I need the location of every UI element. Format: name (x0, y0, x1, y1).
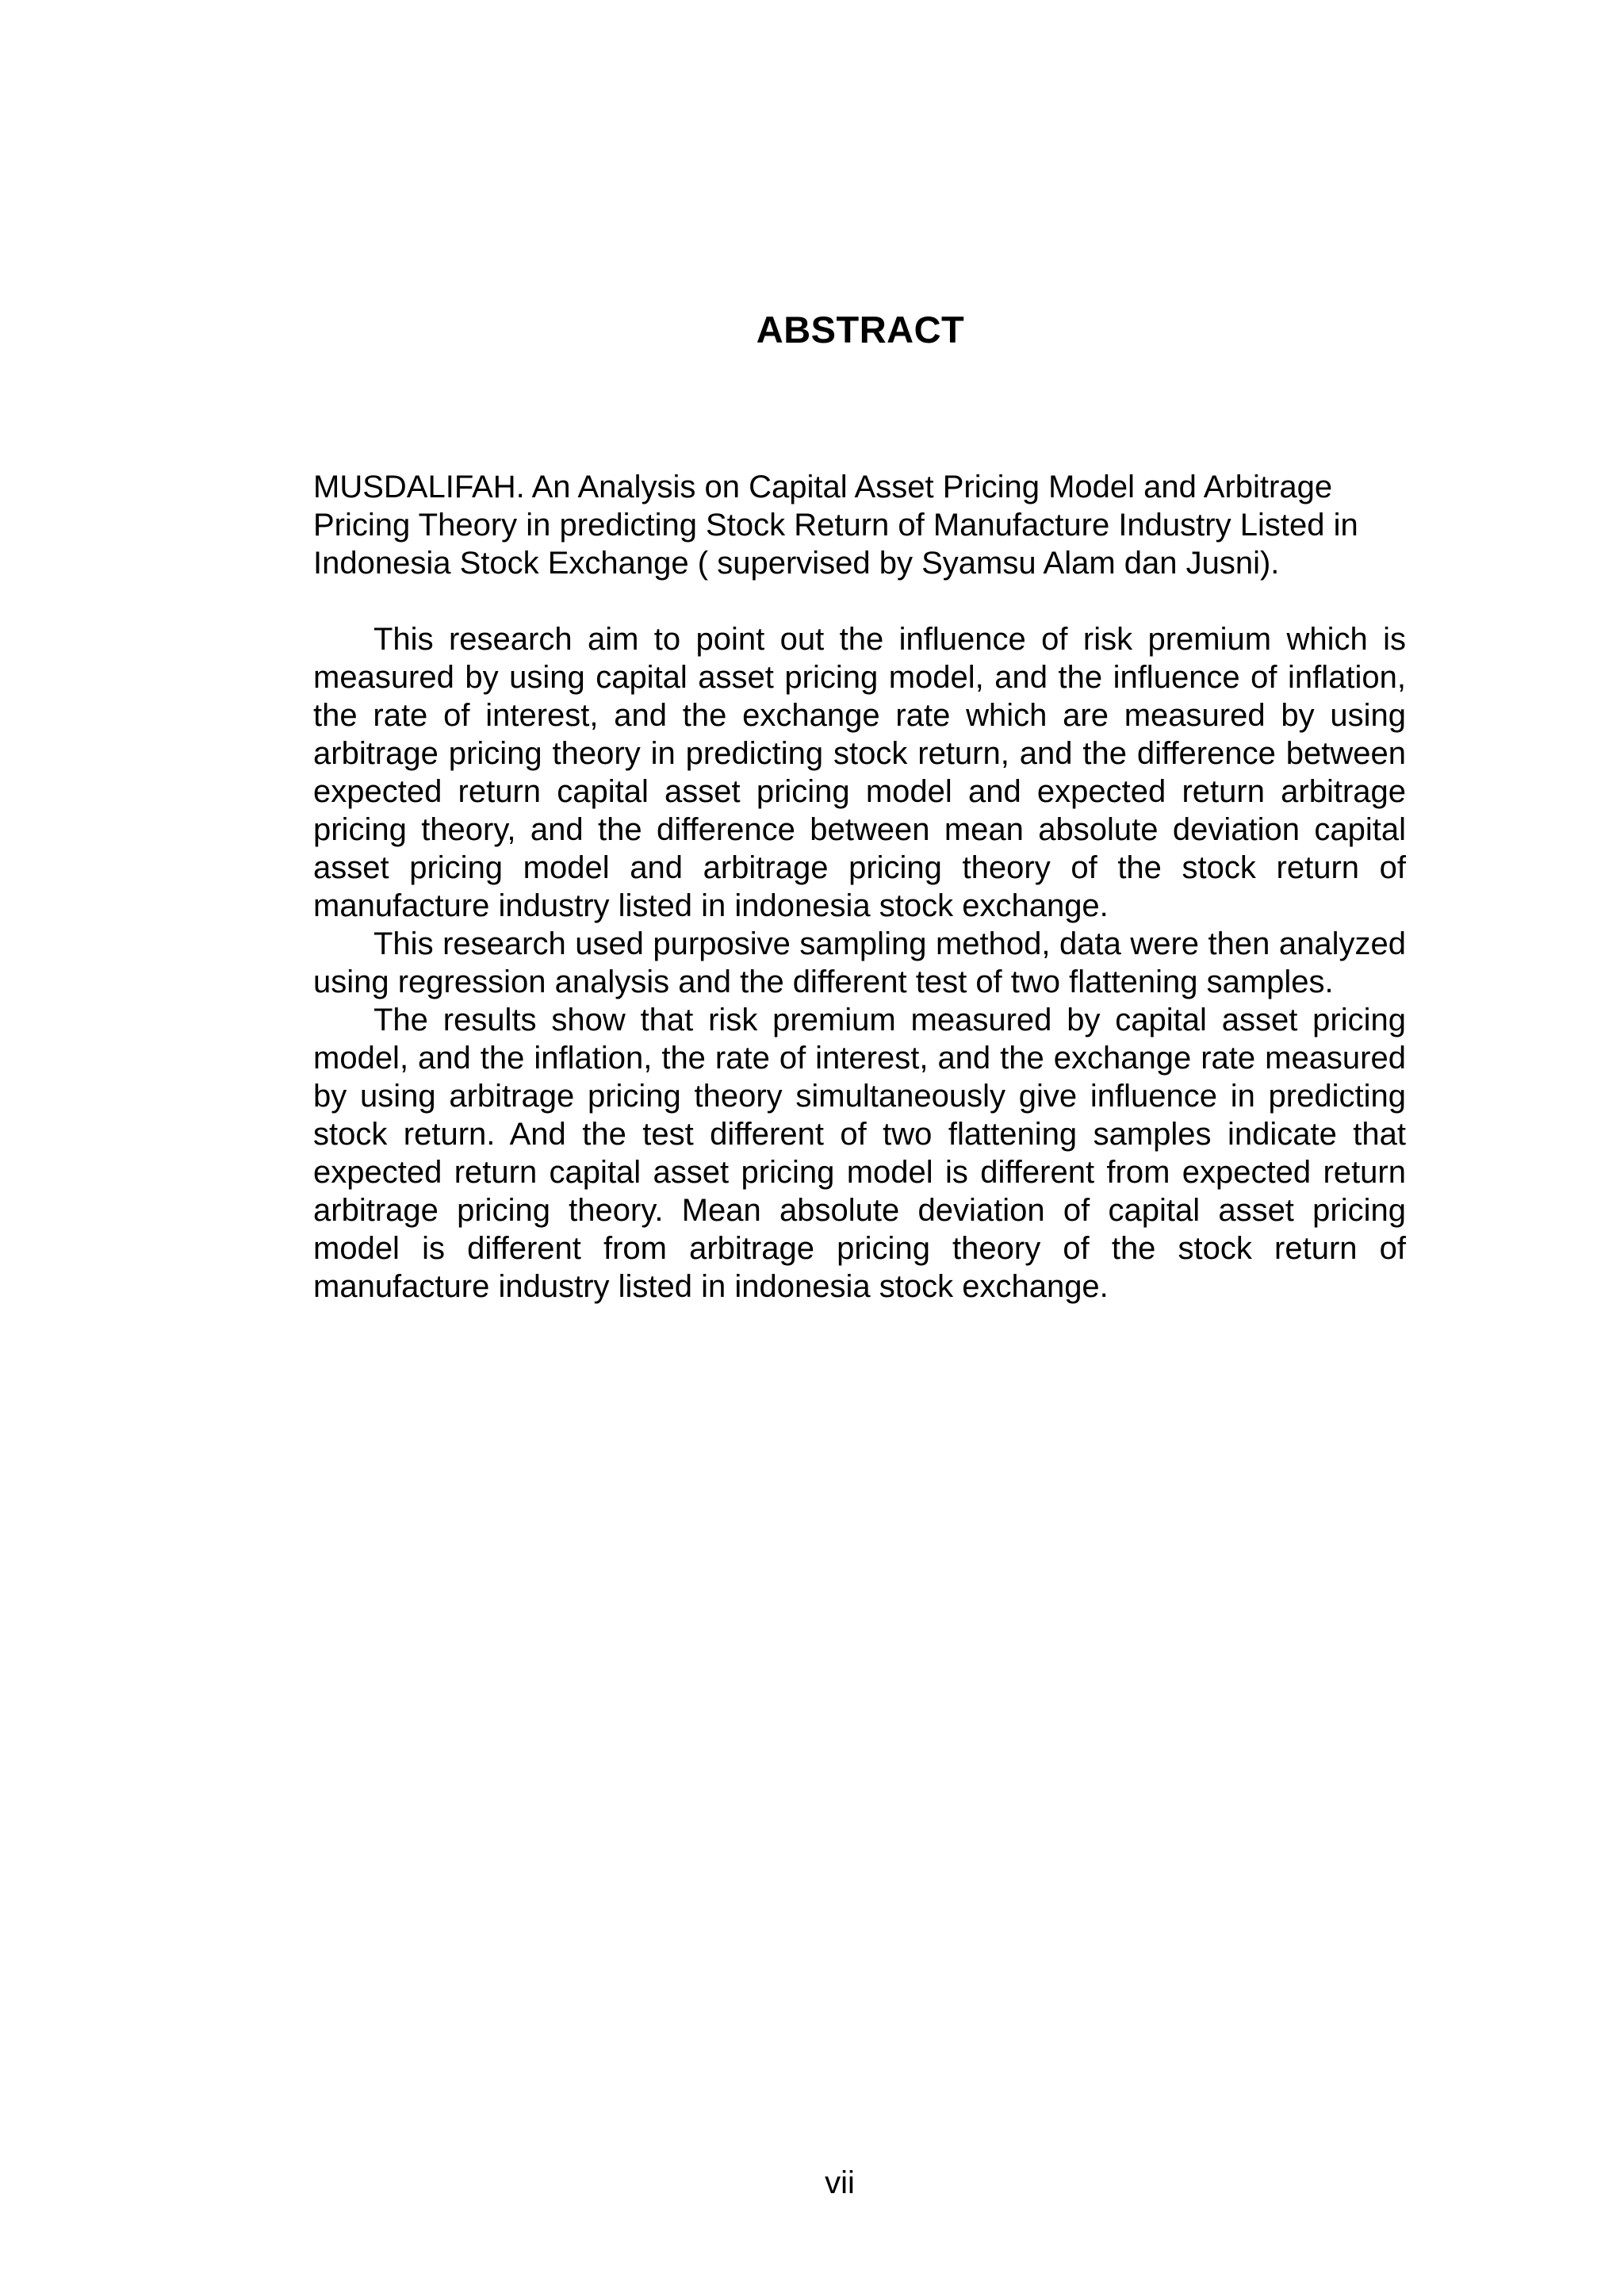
abstract-body (313, 468, 1406, 1306)
abstract-paragraph-method: This research used purposive sampling method, data were then analyzed using regression analysis and the different test of two flattening samples. (313, 926, 1406, 999)
citation-paragraph: MUSDALIFAH. An Analysis on Capital Asset Pricing Model and Arbitrage Pricing Theory in predicting Stock Return of Manufacture Industry Listed in Indonesia Stock Exchange ( supervised by Syamsu Alam dan Jusni). (313, 470, 1358, 581)
abstract-paragraph-results: The results show that risk premium measured by capital asset pricing model, and the inflation, the rate of interest, and the exchange rate measured by using arbitrage pricing theory simultaneously give influence in predicting stock return. And the test different of two flattening samples indicate that expected return capital asset pricing model is different from expected return arbitrage pricing theory. Mean absolute deviation of capital asset pricing model is different from arbitrage pricing theory of the stock return of manufacture industry listed in indonesia stock exchange. (313, 1003, 1406, 1304)
page-title: ABSTRACT (756, 309, 965, 351)
page-number: vii (825, 2165, 855, 2200)
abstract-paragraph-purpose: This research aim to point out the influence of risk premium which is measured by using capital asset pricing model, and the influence of inflation, the rate of interest, and the exchange rate which are measured by using arbitrage pricing theory in predicting stock return, and the difference between expected return capital asset pricing model and expected return arbitrage pricing theory, and the difference between mean absolute deviation capital asset pricing model and arbitrage pricing theory of the stock return of manufacture industry listed in indonesia stock exchange. (313, 622, 1406, 923)
